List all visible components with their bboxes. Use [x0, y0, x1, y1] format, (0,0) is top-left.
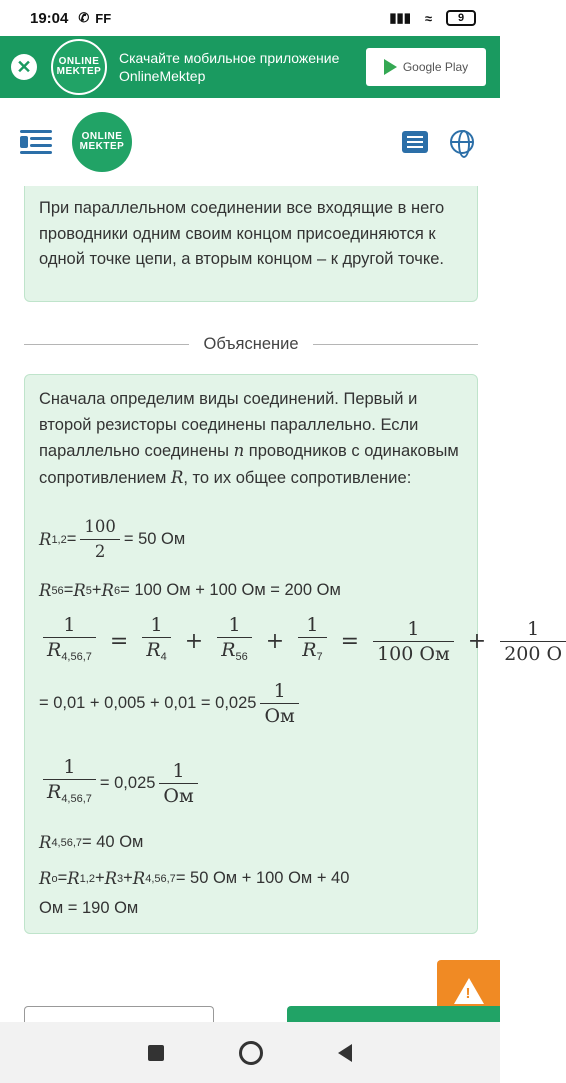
- formula-parallel-sum: $\frac{1}{R_{4,56,7}}$ = $\frac{1}{R_4}$ + $\frac{1}{R_{56}}$ + $\frac{1}{R_7}$ = $\frac{1}{100 Ом}$ + $\frac{1}{200 О}$: [39, 613, 479, 669]
- site-logo[interactable]: [72, 112, 132, 172]
- google-play-icon: [384, 59, 397, 75]
- list-icon[interactable]: [402, 131, 428, 153]
- ff-icon: FF: [95, 10, 112, 26]
- formula-sum-values: = 0,01 + 0,005 + 0,01 = 0,025 $\frac{1}{Ом}$: [39, 679, 303, 728]
- logo-text-line1: ONLINE: [58, 56, 100, 67]
- warning-icon: !: [454, 978, 484, 1004]
- explanation-intro: Сначала определим виды соединений. Первый и второй резисторы соединены параллельно. Если параллельно соединены n проводников с одинаковым сопротивлением R, то их общее сопротивление:: [39, 390, 459, 487]
- formula-r56: R 56 = R 5 + R 6 = 100 Ом + 100 Ом = 200 Ом: [39, 581, 341, 600]
- signal-icon: ▮▮▮: [389, 10, 411, 25]
- explanation-divider: [24, 332, 478, 356]
- menu-icon[interactable]: [20, 129, 52, 155]
- status-time: 19:04: [30, 9, 69, 27]
- recent-apps-icon[interactable]: [148, 1045, 164, 1061]
- banner-text: Скачайте мобильное приложение OnlineMektep: [119, 50, 340, 84]
- var-R: R: [170, 467, 184, 487]
- google-play-button[interactable]: [366, 48, 486, 86]
- globe-icon[interactable]: [450, 130, 474, 154]
- logo-text-line1: ONLINE: [81, 131, 123, 142]
- logo-text-line2: MEKTEP: [56, 66, 102, 77]
- top-navigation: [0, 98, 500, 186]
- logo-text-line2: MEKTEP: [79, 141, 125, 152]
- formula-total-cont: Ом = 190 Ом: [39, 899, 139, 917]
- correct-answer-box: При параллельном соединении все входящие в него проводники одним своим концом присоединяются к одной точке цепи, а вторым концом – к другой точке.: [24, 186, 478, 302]
- google-play-label: Google Play: [402, 60, 469, 74]
- formula-r12: R 1,2 = $\frac{100}{2}$ = 50 Ом: [39, 517, 186, 561]
- whatsapp-icon: ✆: [78, 10, 90, 25]
- var-n: n: [233, 441, 245, 460]
- formula-total: R o = R 1,2 + R 3 + R 4,56,7 = 50 Ом + 100 Ом + 40: [39, 869, 350, 888]
- explanation-heading: Объяснение: [203, 334, 299, 353]
- formula-inverse-result: $\frac{1}{R_{4,56,7}}$ = 0,025 $\frac{1}{Ом}$: [39, 755, 202, 811]
- close-icon[interactable]: ✕: [11, 54, 37, 80]
- explanation-box: [24, 374, 563, 934]
- formula-r4567: R 4,56,7 = 40 Ом: [39, 833, 144, 852]
- home-icon[interactable]: [239, 1041, 263, 1065]
- wifi-icon: ≈: [424, 10, 432, 26]
- system-navigation-bar: [0, 1022, 500, 1083]
- app-download-banner: [0, 36, 500, 98]
- status-bar: [0, 0, 500, 36]
- back-icon[interactable]: [338, 1044, 352, 1062]
- banner-logo: [51, 39, 107, 95]
- battery-icon: 9: [446, 10, 476, 26]
